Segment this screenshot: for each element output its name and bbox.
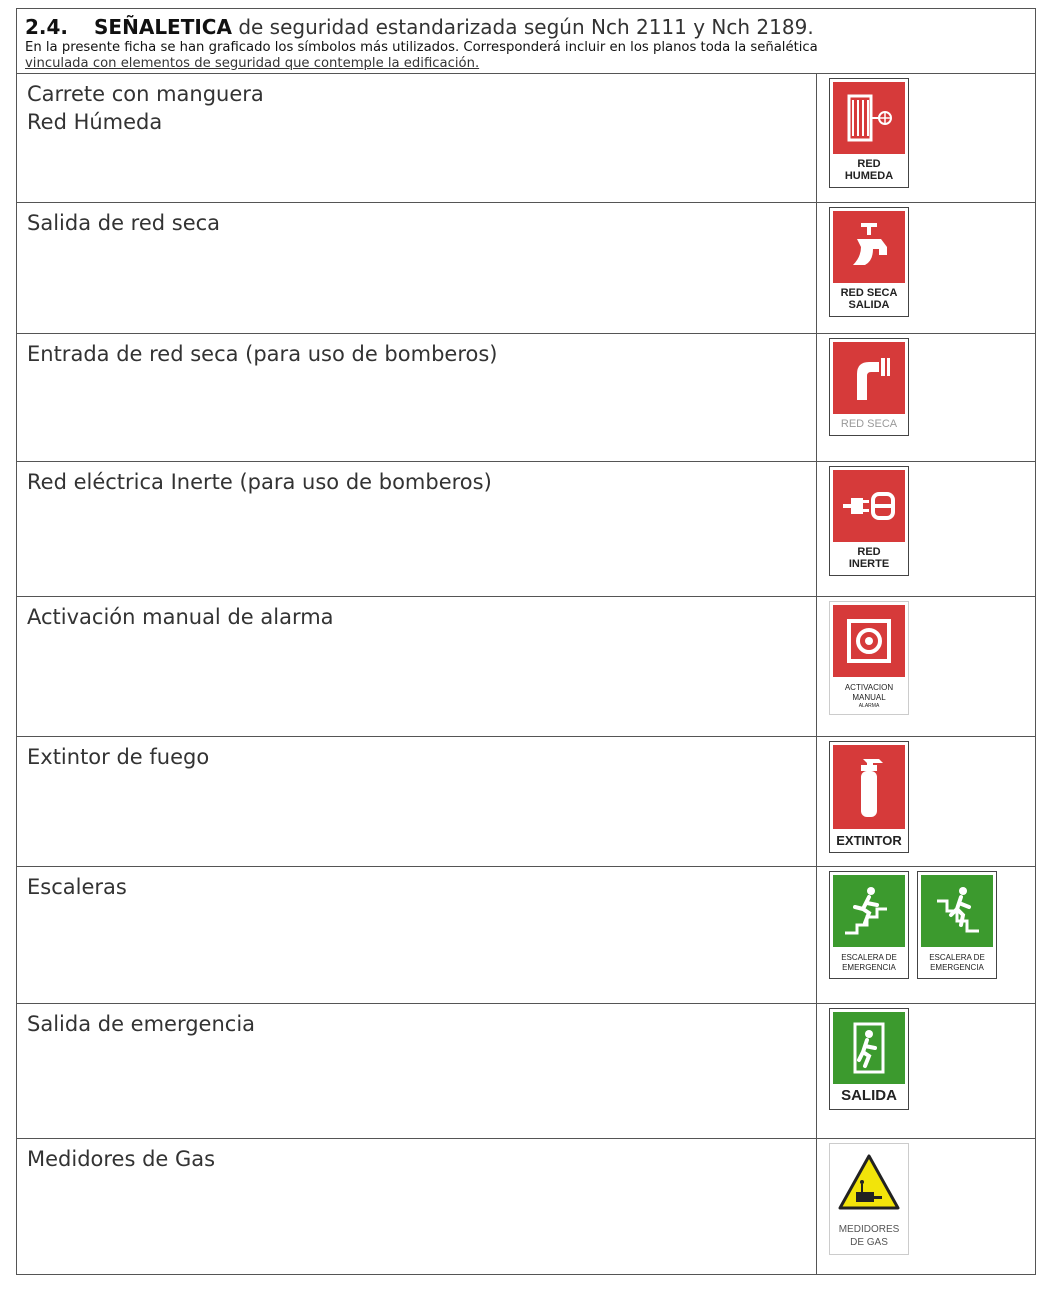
sign-caption: RED HUMEDA — [844, 158, 894, 182]
table-row — [17, 334, 1036, 462]
stairs-up-icon — [833, 875, 905, 947]
table-row — [17, 74, 1036, 203]
sign-salida — [829, 1008, 909, 1110]
sign-cell — [817, 1139, 1036, 1275]
row-label — [17, 1004, 817, 1139]
sign-caption: ACTIVACION MANUAL ALARMA — [844, 683, 894, 709]
table-row — [17, 737, 1036, 867]
sign-red-inerte — [829, 466, 909, 576]
row-label — [17, 597, 817, 737]
extinguisher-icon — [833, 745, 905, 829]
description-line-2: vinculada con elementos de seguridad que contemple la edificación. — [25, 56, 480, 71]
row-label — [17, 462, 817, 597]
sign-cell — [817, 74, 1036, 203]
sign-caption: MEDIDORES DE GAS — [838, 1224, 900, 1248]
section-number: 2.4. — [25, 15, 69, 39]
sign-cell — [817, 867, 1036, 1004]
exit-door-icon — [833, 1012, 905, 1084]
label-line: Activación manual de alarma — [27, 605, 334, 629]
sign-escalera-1 — [829, 871, 909, 979]
sign-cell — [817, 597, 1036, 737]
row-label — [17, 867, 817, 1004]
label-line: Red eléctrica Inerte (para uso de bomberos) — [27, 470, 492, 494]
label-line: Salida de red seca — [27, 211, 221, 235]
label-line: Carrete con manguera — [27, 82, 264, 106]
sign-escalera-2 — [917, 871, 997, 979]
dry-riser-inlet-icon — [833, 342, 905, 414]
signage-table — [16, 73, 1036, 1275]
label-line: Extintor de fuego — [27, 745, 210, 769]
sign-medidores-gas — [829, 1143, 909, 1255]
sign-caption: SALIDA — [841, 1087, 897, 1104]
hose-reel-icon — [833, 82, 905, 154]
sign-red-seca-salida — [829, 207, 909, 317]
description-line-1: En la presente ficha se han graficado los símbolos más utilizados. Corresponderá incluir en los planos toda la señalética — [25, 40, 818, 55]
sign-caption: RED SECA — [840, 418, 898, 430]
sign-activacion-manual — [829, 601, 909, 715]
signage-page — [16, 8, 1036, 1275]
plug-icon — [833, 470, 905, 542]
sign-cell — [817, 1004, 1036, 1139]
sign-cell — [817, 203, 1036, 334]
table-row — [17, 462, 1036, 597]
label-line: Salida de emergencia — [27, 1012, 256, 1036]
title-rest: de seguridad estandarizada según Nch 2111 y Nch 2189. — [238, 15, 814, 39]
dry-riser-outlet-icon — [833, 211, 905, 283]
sign-caption: EXTINTOR — [836, 833, 902, 848]
row-label — [17, 74, 817, 203]
table-row — [17, 1004, 1036, 1139]
sign-cell — [817, 462, 1036, 597]
table-row — [17, 203, 1036, 334]
section-title — [25, 15, 1027, 39]
table-row — [17, 1139, 1036, 1275]
sign-extintor — [829, 741, 909, 853]
sign-caption: ESCALERA DE EMERGENCIA — [841, 953, 897, 972]
table-row — [17, 867, 1036, 1004]
sign-cell — [817, 334, 1036, 462]
sign-red-seca-entrada — [829, 338, 909, 436]
title-bold: SEÑALETICA — [94, 15, 232, 39]
row-label — [17, 1139, 817, 1275]
label-line: Medidores de Gas — [27, 1147, 216, 1171]
sign-red-humeda — [829, 78, 909, 188]
label-line: Red Húmeda — [27, 110, 163, 134]
stairs-down-icon — [921, 875, 993, 947]
sign-cell — [817, 737, 1036, 867]
row-label — [17, 203, 817, 334]
sign-caption: RED SECA SALIDA — [840, 287, 898, 311]
table-row — [17, 597, 1036, 737]
section-header — [16, 8, 1036, 74]
row-label — [17, 737, 817, 867]
row-label — [17, 334, 817, 462]
sign-caption: ESCALERA DE EMERGENCIA — [929, 953, 985, 972]
alarm-button-icon — [833, 605, 905, 677]
gas-warning-icon — [833, 1147, 905, 1219]
label-line: Escaleras — [27, 875, 127, 899]
label-line: Entrada de red seca (para uso de bomberos) — [27, 342, 498, 366]
sign-caption: RED INERTE — [848, 546, 890, 570]
